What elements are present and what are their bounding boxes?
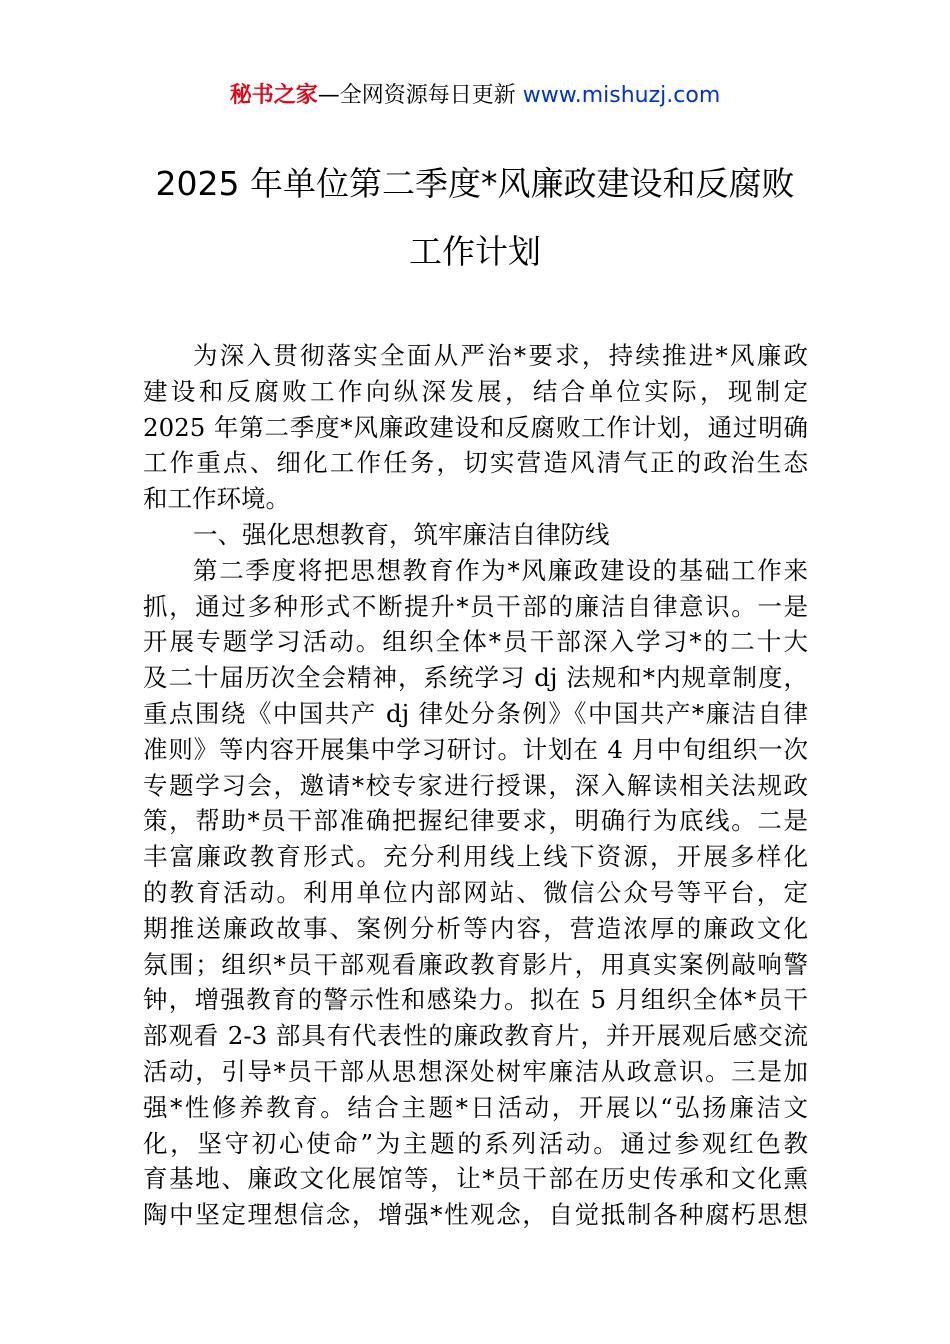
document-title (60, 150, 890, 286)
body-text-line: 2025 年第二季度*风廉政建设和反腐败工作计划，通过明确 (143, 412, 808, 442)
body-text-line: 强*性修养教育。结合主题*日活动，开展以“弘扬廉洁文 (143, 1092, 808, 1122)
body-text-line: 和工作环境。 (143, 484, 290, 514)
body-text-line: 第二季度将把思想教育作为*风廉政建设的基础工作来 (193, 555, 808, 585)
body-text-line: 陶中坚定理想信念，增强*性观念，自觉抵制各种腐朽思想 (143, 1200, 808, 1230)
body-text-line: 的教育活动。利用单位内部网站、微信公众号等平台，定 (143, 877, 808, 907)
body-text-line: 为深入贯彻落实全面从严治*要求，持续推进*风廉政 (193, 341, 808, 370)
body-text-line: 期推送廉政故事、案例分析等内容，营造浓厚的廉政文化 (143, 913, 808, 943)
body-text-line: 丰富廉政教育形式。充分利用线上线下资源，开展多样化 (143, 842, 808, 872)
body-text-line: 一、强化思想教育，筑牢廉洁自律防线 (193, 519, 610, 549)
site-brand: 秘书之家 (229, 83, 318, 108)
body-text-line: 化，坚守初心使命”为主题的系列活动。通过参观红色教 (143, 1128, 808, 1158)
body-text-line: 钟，增强教育的警示性和感染力。拟在 5 月组织全体*员干 (143, 985, 808, 1015)
body-text-line: 抓，通过多种形式不断提升*员干部的廉洁自律意识。一是 (143, 591, 808, 621)
body-text-line: 工作重点、细化工作任务，切实营造风清气正的政治生态 (143, 448, 808, 478)
body-text-line: 建设和反腐败工作向纵深发展，结合单位实际，现制定 (143, 376, 808, 406)
body-text-line: 氛围；组织*员干部观看廉政教育影片，用真实案例敲响警 (143, 949, 808, 979)
body-text-line: 育基地、廉政文化展馆等，让*员干部在历史传承和文化熏 (143, 1164, 808, 1194)
title-line-2: 工作计划 (409, 232, 541, 271)
body-text-line: 部观看 2-3 部具有代表性的廉政教育片，并开展观后感交流 (143, 1021, 808, 1051)
document-body (143, 338, 808, 1233)
body-text-line: 活动，引导*员干部从思想深处树牢廉洁从政意识。三是加 (143, 1056, 808, 1086)
body-text-line: 策，帮助*员干部准确把握纪律要求，明确行为底线。二是 (143, 806, 808, 836)
body-text-line: 及二十届历次全会精神，系统学习 dj 法规和*内规章制度， (143, 663, 808, 693)
title-line-1: 2025 年单位第二季度*风廉政建设和反腐败 (155, 164, 795, 203)
body-text-line: 准则》等内容开展集中学习研讨。计划在 4 月中旬组织一次 (143, 734, 808, 764)
body-text-line: 重点围绕《中国共产 dj 律处分条例》《中国共产*廉洁自律 (143, 698, 808, 728)
site-url-link[interactable]: www.mishuzj.com (522, 83, 721, 108)
site-tagline: —全网资源每日更新 (317, 83, 516, 108)
site-header (0, 80, 950, 112)
body-text-line: 开展专题学习活动。组织全体*员干部深入学习*的二十大 (143, 627, 808, 657)
body-text-line: 专题学习会，邀请*校专家进行授课，深入解读相关法规政 (143, 770, 808, 800)
